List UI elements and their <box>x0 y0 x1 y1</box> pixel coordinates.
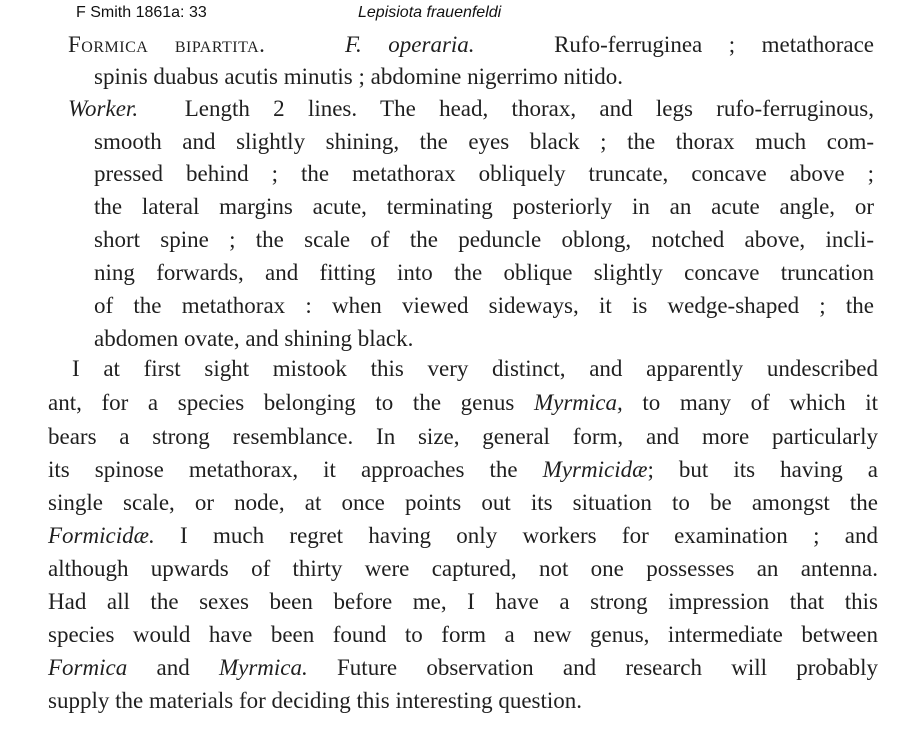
genus-myrmica: Myrmica, <box>533 390 623 415</box>
remarks-line-11: supply the materials for deciding this interesting question. <box>48 688 583 713</box>
worker-text-1: Length 2 lines. The head, thorax, and legs rufo-ferruginous, <box>184 96 874 121</box>
genus-name: Formica <box>68 32 149 57</box>
family-formicidae: Formicidæ. <box>48 523 155 548</box>
worker-line-3: pressed behind ; the metathorax obliquely truncate, concave above ; <box>94 161 874 186</box>
remarks-line-9: species would have been found to form a new genus, intermediate between <box>48 622 878 647</box>
family-myrmicidae: Myrmicidæ <box>542 457 648 482</box>
remarks-line-6: Formicidæ. I much regret having only workers for examination ; and <box>48 523 879 548</box>
worker-label: Worker. <box>68 96 139 121</box>
worker-line-8: abdomen ovate, and shining black. <box>94 326 414 351</box>
worker-line-4: the lateral margins acute, terminating posteriorly in an acute angle, or <box>94 194 874 219</box>
remarks-line-5: single scale, or node, at once points out its situation to be amongst the <box>48 490 878 515</box>
worker-line-5: short spine ; the scale of the peduncle oblong, notched above, incli- <box>94 227 874 252</box>
genus-myrmica-2: Myrmica. <box>218 655 308 680</box>
species-heading-line <box>68 30 874 60</box>
worker-line-1 <box>68 94 874 124</box>
remarks-line-2: ant, for a species belonging to the genus Myrmica, to many of which it <box>48 390 879 415</box>
latin-diagnosis-line-2: spinis duabus acutis minutis ; abdomine nigerrimo nitido. <box>94 64 623 89</box>
species-epithet: bipartita. <box>174 32 266 57</box>
worker-line-2: smooth and slightly shining, the eyes black ; the thorax much com- <box>94 129 874 154</box>
remarks-line-7: although upwards of thirty were captured, not one possesses an antenna. <box>48 556 878 581</box>
remarks-line-4: its spinose metathorax, it approaches the Myrmicidæ; but its having a <box>48 457 879 482</box>
remarks-line-8: Had all the sexes been before me, I have a strong impression that this <box>48 589 878 614</box>
remarks-line-1: I at first sight mistook this very distinct, and apparently undescribed <box>72 356 878 381</box>
worker-line-6: ning forwards, and fitting into the oblique slightly concave truncation <box>94 260 874 285</box>
remarks-line-10: Formica and Myrmica. Future observation and research will probably <box>48 655 879 680</box>
taxon-name: Lepisiota frauenfeldi <box>358 4 502 21</box>
reference-citation: F Smith 1861a: 33 <box>76 4 207 21</box>
caste-abbrev: F. operaria. <box>344 32 475 57</box>
remarks-line-3: bears a strong resemblance. In size, general form, and more particularly <box>48 424 878 449</box>
latin-diagnosis: Rufo-ferruginea ; metathorace <box>554 32 875 57</box>
genus-formica: Formica <box>48 655 128 680</box>
worker-line-7: of the metathorax : when viewed sideways, it is wedge-shaped ; the <box>94 293 874 318</box>
